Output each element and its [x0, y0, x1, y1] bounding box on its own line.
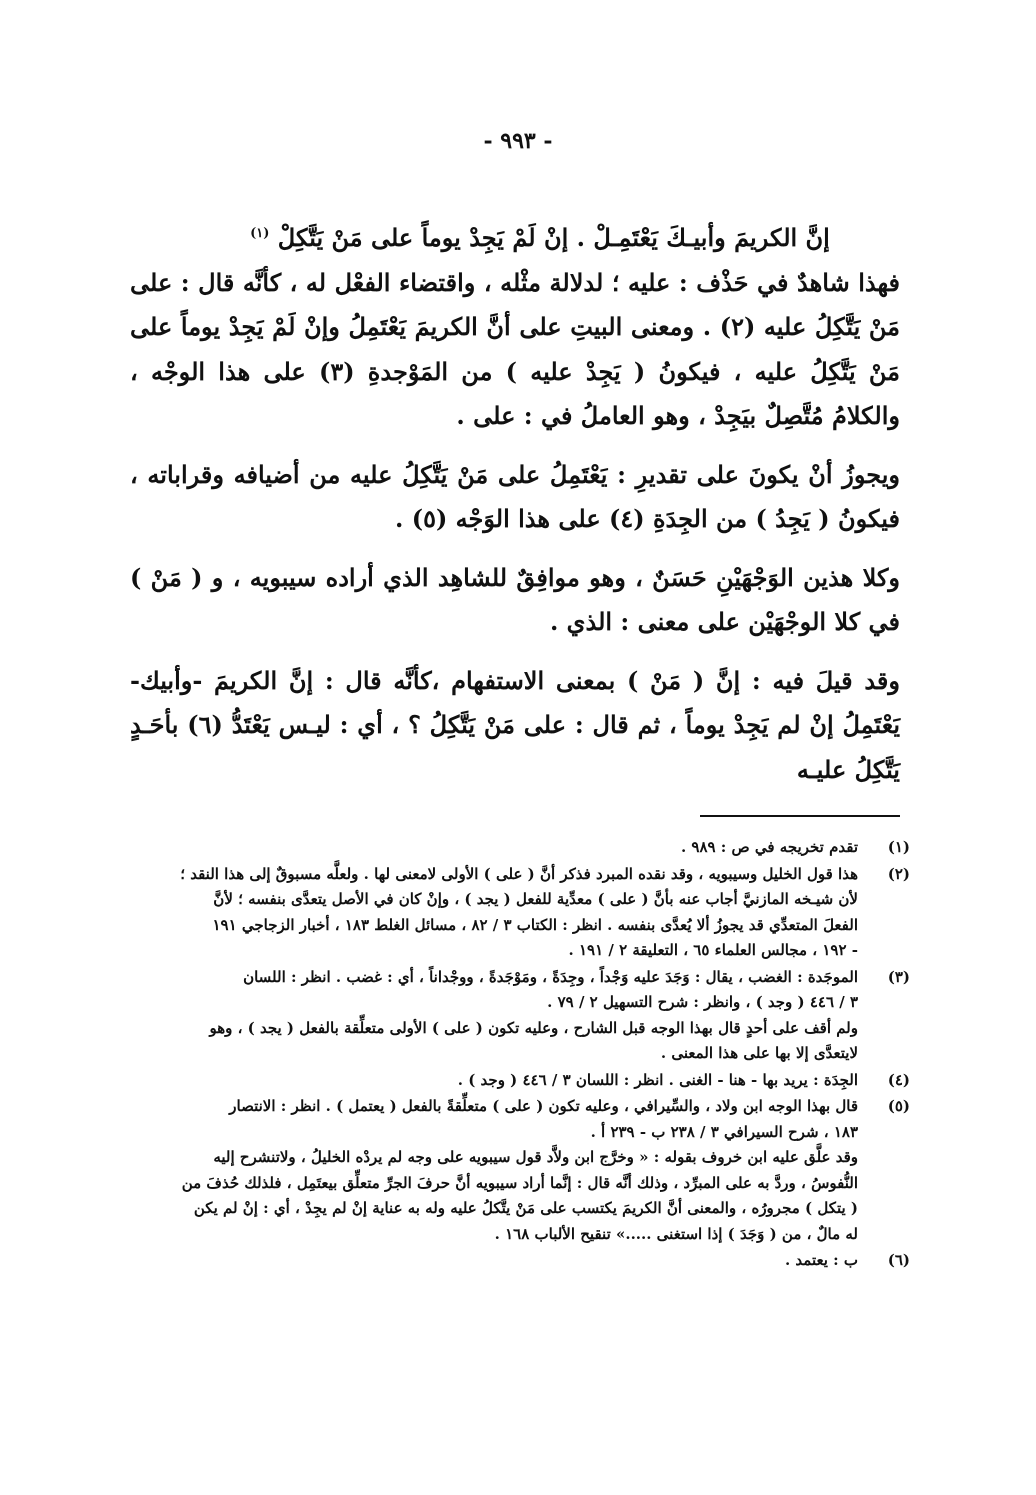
paragraph-3	[130, 556, 900, 645]
paragraph-3-line: في كلا الوجْهَيْن على معنى : الذي .	[549, 607, 900, 636]
footnote-line: الموجَدة : الغضب ، يقال : وَجَدَ عليه وَجْداً ، وجِدَةً ، ومَوْجَدةً ، ووجْداناً ، أي : غضب . انظر : اللسان	[243, 967, 858, 986]
footnote-line: ب : يعتمد .	[784, 1251, 858, 1269]
footnote-line: ولم أقف على أحدٍ قال بهذا الوجه قبل الشارح ، وعليه تكون ( على ) الأولى متعلِّقة بالفعل ( يجد ) ، وهو	[209, 1018, 858, 1037]
verse-footnote-ref: (١)	[250, 226, 270, 241]
footnote-line: لايتعدَّى إلا بها على هذا المعنى .	[660, 1044, 858, 1062]
paragraph-4-line: إنْ لم يَجِدْ يوماً ، ثم قال : على مَنْ يَتَّكِلُ ؟ ، أي : ليـس يَعْتَدُّ (٦) بأحَـدٍ يَتَّكِلُ عليـه	[130, 710, 900, 784]
page-number: - ٩٩٣ -	[483, 128, 553, 154]
footnote-divider	[700, 815, 900, 817]
footnote-number: (٣)	[887, 967, 910, 986]
footnote-line: ١٨٣ ، شرح السيرافي ٣ / ٢٣٨ ب - ٢٣٩ أ .	[590, 1122, 858, 1141]
footnote-line: وقد علَّق عليه ابن خروف بقوله : « وخرَّج ابن ولاَّد قول سيبويه على وجه لم يردْه الخليلُ ، ولاتنشرح إليه	[213, 1148, 858, 1166]
footnote-line: - ١٩٢ ، مجالس العلماء ٦٥ ، التعليقة ٢ / ١٩١ .	[568, 941, 858, 959]
paragraph-1-line: فهذا شاهدٌ في حَذْف : عليه ؛ لدلالة مثْله ، واقتضاء الفعْل له ، كأنَّه قال : على مَنْ	[130, 267, 901, 341]
footnote-4	[130, 1068, 910, 1094]
paragraph-3-line: وكلا هذين الوَجْهَيْنِ حَسَنٌ ، وهو موافِقٌ للشاهِد الذي أراده سيبويه ، و ( مَنْ )	[130, 562, 900, 592]
footnote-line: قال بهذا الوجه ابن ولاد ، والسِّيرافي ، وعليه تكون ( على ) متعلِّقةً بالفعل ( يعتمل ) . انظر : الانتصار	[229, 1097, 858, 1115]
paragraph-1-line: وهو العاملُ في : على .	[456, 401, 690, 430]
footnote-5	[130, 1094, 910, 1247]
footnotes	[130, 835, 910, 1275]
footnote-number: (٢)	[887, 864, 910, 883]
footnote-number: (٥)	[887, 1097, 910, 1115]
paragraph-1-line: عليه ، فيكونُ ( يَجِدْ عليه ) من المَوْجدةِ (٣) على هذا الوجْه ، والكلامُ مُتَّصِلٌ بيَجِدْ ،	[130, 356, 900, 430]
paragraph-2-line: فيكونُ ( يَجِدُ ) من الجِدَةِ (٤) على هذا الوَجْه (٥) .	[395, 504, 900, 533]
footnote-body	[130, 1068, 858, 1094]
main-text	[130, 212, 900, 792]
paragraph-4	[130, 659, 900, 793]
footnote-body	[130, 965, 858, 1067]
footnote-6	[130, 1248, 910, 1274]
paragraph-2	[130, 453, 900, 542]
footnote-line: الفعلَ المتعدِّي قد يجوزُ ألا يُعدَّى بنفسه . انظر : الكتاب ٣ / ٨٢ ، مسائل الغلط ١٨٣ ، أخبار الزجاجي ١٩١	[212, 915, 858, 934]
poetry-verse	[130, 212, 900, 261]
footnote-3	[130, 965, 910, 1067]
paragraph-2-line: ويجوزُ أنْ يكونَ على تقديرِ : يَعْتَمِلُ على مَنْ يَتَّكِلُ عليه من أضيافه وقراباته ،	[130, 459, 900, 489]
footnote-1	[130, 835, 910, 861]
footnote-line: له مالٌ ، من ( وَجَدَ ) إذا استغنى .....» تنقيح الألباب ١٦٨ .	[494, 1224, 858, 1243]
footnote-body	[130, 1248, 858, 1274]
footnote-line: ( يتكل ) مجرورُه ، والمعنى أنَّ الكريمَ يكتسب على مَنْ يتَّكلُ عليه وله به عناية إنْ لم يجِدْ ، أي : إنْ لم يكن	[193, 1199, 858, 1217]
paragraph-4-line: وقد قيلَ فيه : إنَّ ( مَنْ ) بمعنى الاستفهام ،كأنَّه قال : إنَّ الكريمَ -وأبيك- يَعْتَمِلُ	[130, 665, 901, 739]
verse-text: إنَّ الكريمَ وأبيـكَ يَعْتَمِـلْ . إنْ لَمْ يَجِدْ يوماً على مَنْ يَتَّكِلْ	[277, 223, 830, 252]
footnote-body	[130, 1094, 858, 1247]
footnote-line: النُّفوسُ ، وردَّ به على المبرِّد ، وذلك أنَّه قال : إنَّما أراد سيبويه أنَّ حرفَ الجرِّ متعلِّق بيعتَمِل ، فلذلك حُذفَ من	[181, 1173, 858, 1192]
paragraph-1-line: يَتَّكِلُ عليه (٢) . ومعنى البيتِ على أنَّ الكريمَ يَعْتَمِلُ وإنْ لَمْ يَجِدْ يوماً على مَنْ يَتَّكِلُ	[130, 312, 901, 386]
paragraph-1	[130, 261, 900, 439]
footnote-body	[130, 862, 858, 964]
footnote-line: ٣ / ٤٤٦ ( وجد ) ، وانظر : شرح التسهيل ٢ / ٧٩ .	[547, 993, 858, 1011]
footnote-line: الجِدَة : يريد بها - هنا - الغنى . انظر : اللسان ٣ / ٤٤٦ ( وجد ) .	[457, 1070, 858, 1089]
footnote-line: هذا قول الخليل وسيبويه ، وقد نقده المبرد فذكر أنَّ ( على ) الأولى لامعنى لها . ولعلَّه مسبوقٌ إلى هذا النقد ؛	[180, 864, 858, 883]
footnote-body	[130, 835, 858, 861]
footnote-line: تقدم تخريجه في ص : ٩٨٩ .	[680, 838, 858, 856]
footnote-number: (٤)	[887, 1070, 910, 1089]
footnote-2	[130, 862, 910, 964]
footnote-line: لأن شيـخه المازنيَّ أجاب عنه بأنَّ ( على ) معدِّية للفعل ( يجد ) ، وإنْ كان في الأصل يتعدَّى بنفسه ؛ لأنَّ	[213, 890, 858, 908]
footnote-number: (٦)	[887, 1251, 910, 1269]
footnote-number: (١)	[887, 838, 910, 856]
